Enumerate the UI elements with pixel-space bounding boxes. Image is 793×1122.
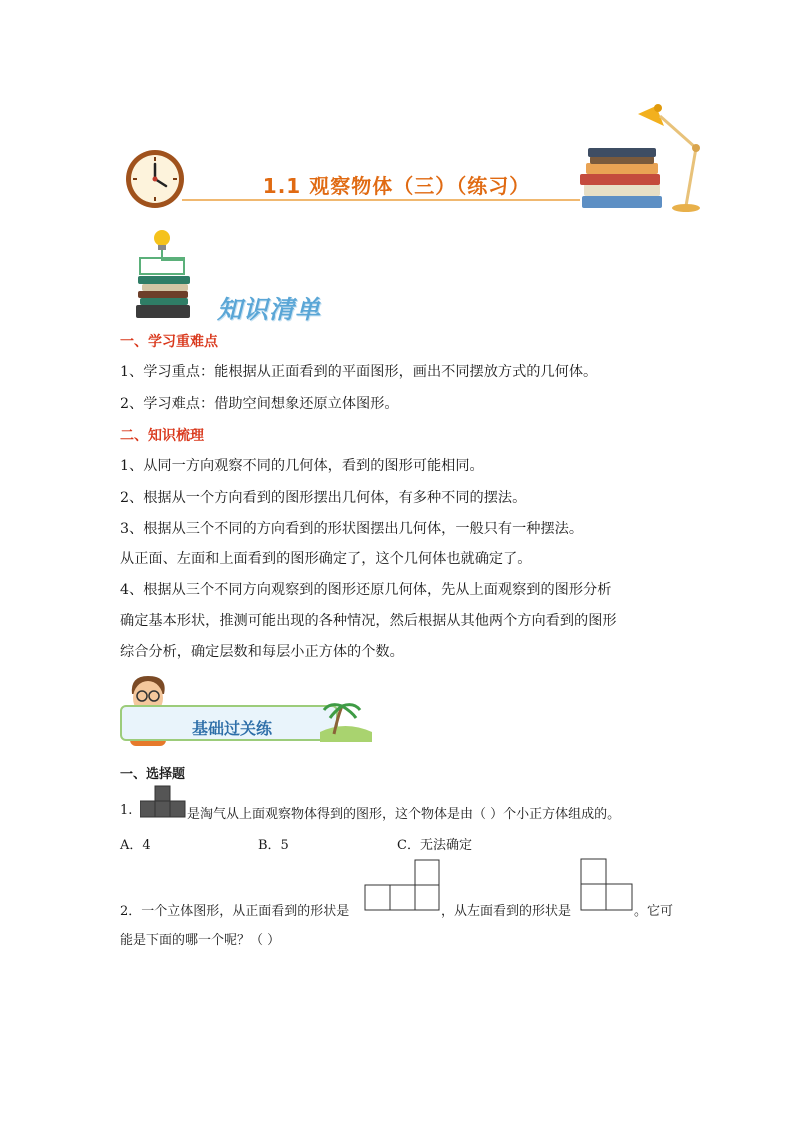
q2-text-part2: ，从左面看到的形状是 (441, 904, 572, 919)
books-lamp-illustration (578, 100, 708, 215)
q2-text-line2: 能是下面的哪一个呢？（ ） (120, 933, 281, 948)
knowledge-item-4: 4、根据从三个不同方向观察到的图形还原几何体，先从上面观察到的图形分析 (120, 582, 612, 598)
q1-option-a[interactable]: A．4 (120, 838, 151, 853)
key-point-1: 1、学习重点：能根据从正面看到的平面图形，画出不同摆放方式的几何体。 (120, 364, 598, 380)
choice-section-title: 一、选择题 (120, 767, 186, 782)
section-heading-knowledge: 二、知识梳理 (120, 428, 204, 444)
knowledge-heading: 知识清单 (217, 295, 322, 324)
q2-front-view-figure (364, 859, 440, 911)
knowledge-item-4b: 确定基本形状，推测可能出现的各种情况，然后根据从其他两个方向看到的图形 (120, 613, 617, 629)
knowledge-item-2: 2、根据从一个方向看到的图形摆出几何体，有多种不同的摆法。 (120, 490, 527, 506)
knowledge-item-1: 1、从同一方向观察不同的几何体，看到的图形可能相同。 (120, 458, 484, 474)
knowledge-item-3b: 从正面、左面和上面看到的图形确定了，这个几何体也就确定了。 (120, 551, 532, 567)
book-stack-bulb-icon (134, 228, 214, 320)
q2-text-part1: 2．一个立体图形，从正面看到的形状是 (120, 904, 350, 919)
q2-left-view-figure (580, 858, 633, 911)
practice-banner-title: 基础过关练 (192, 719, 273, 738)
q1-option-c[interactable]: C．无法确定 (397, 838, 472, 853)
key-point-2: 2、学习难点：借助空间想象还原立体图形。 (120, 396, 399, 412)
q1-text: 是淘气从上面观察物体得到的图形，这个物体是由（ ）个小正方体组成的。 (187, 807, 621, 822)
title-underline (182, 199, 580, 201)
knowledge-item-4c: 综合分析，确定层数和每层小正方体的个数。 (120, 644, 404, 660)
q1-top-view-figure (140, 785, 186, 818)
q1-number: 1. (120, 803, 133, 818)
q1-option-b[interactable]: B．5 (258, 838, 289, 853)
knowledge-item-3: 3、根据从三个不同的方向看到的形状图摆出几何体，一般只有一种摆法。 (120, 521, 584, 537)
q2-text-part3: 。它可 (634, 904, 674, 919)
section-heading-key-points: 一、学习重难点 (120, 334, 218, 350)
page-title: 1.1 观察物体（三）（练习） (262, 174, 531, 198)
